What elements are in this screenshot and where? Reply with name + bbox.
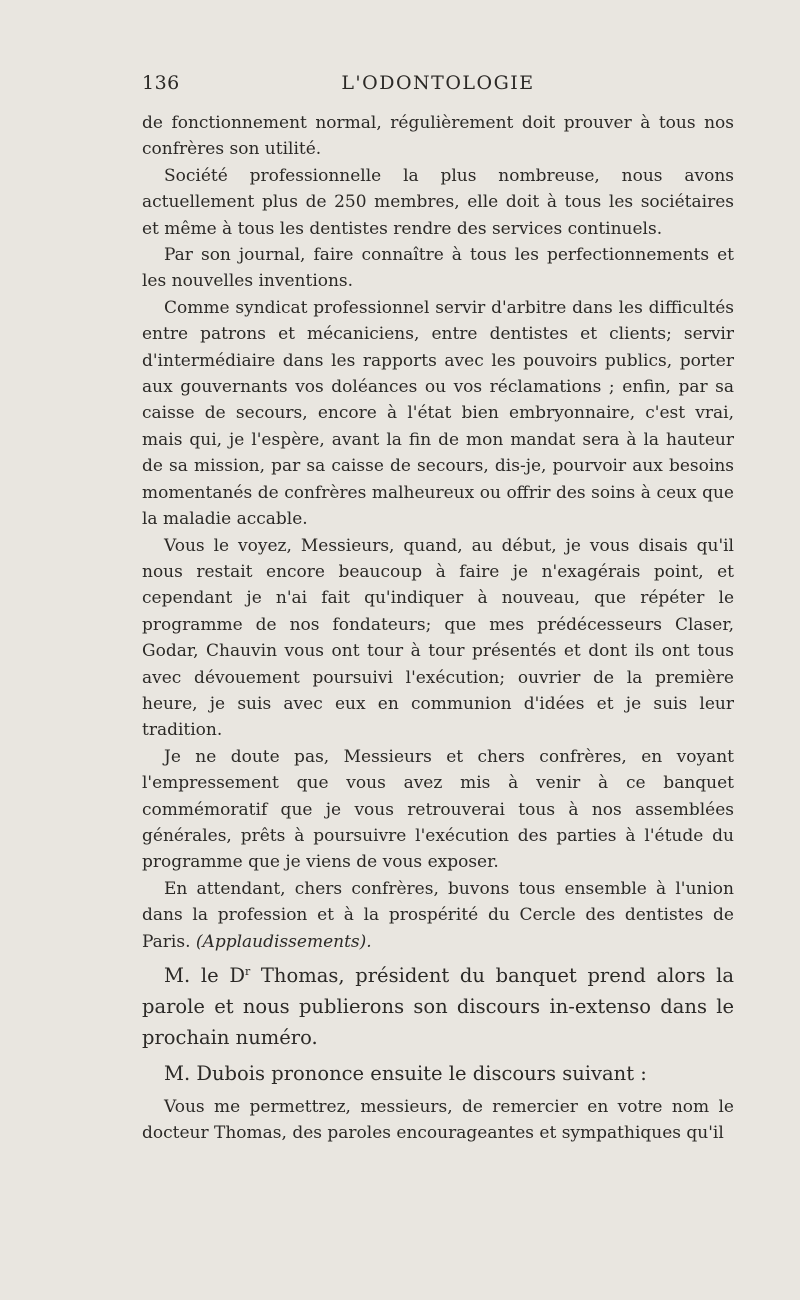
- paragraph-8: [142, 960, 734, 1053]
- paragraph-6: Je ne doute pas, Messieurs et chers confrères, en voyant l'empressement que vous avez mis à venir à ce banquet commémoratif que je vous retrouverai tous à nos assemblées générales, prêts à poursuivre l'exécution des parties à l'étude du programme que je viens de vous exposer.: [142, 746, 734, 873]
- body-text: [142, 110, 734, 1147]
- journal-title: L'ODONTOLOGIE: [341, 72, 535, 94]
- paragraph-9: M. Dubois prononce ensuite le discours suivant :: [164, 1062, 647, 1085]
- paragraph-10: Vous me permettrez, messieurs, de remercier en votre nom le docteur Thomas, des paroles encourageantes et sympathiques qu'il: [142, 1097, 734, 1144]
- toast-text: En attendant, chers confrères, buvons tous ensemble à l'union dans la profession et à la prospérité du Cercle des dentistes de Paris.: [142, 878, 734, 952]
- paragraph-3: Par son journal, faire connaître à tous les perfectionnements et les nouvelles inventions.: [142, 245, 734, 292]
- paragraph-4: Comme syndicat professionnel servir d'arbitre dans les difficultés entre patrons et mécaniciens, entre dentistes et clients; servir d'intermédiaire dans les rapports avec les pouvoirs publics, porter aux gouvernants vos doléances ou vos réclamations ; enfin, par sa caisse de secours, encore à l'état bien embryonnaire, c'est vrai, mais qui, je l'espère, avant la fin de mon mandat sera à la hauteur de sa mission, par sa caisse de secours, dis-je, pourvoir aux besoins momentanés de confrères malheureux ou offrir des soins à ceux que la maladie accable.: [142, 297, 734, 530]
- doctor-superscript: r: [244, 965, 251, 978]
- page-number: 136: [142, 72, 180, 94]
- paragraph-1: de fonctionnement normal, régulièrement doit prouver à tous nos confrères son utilité.: [142, 113, 734, 160]
- applause-note: (Applaudissements).: [195, 931, 372, 952]
- speaker-note: Thomas, président du banquet prend alors la parole et nous publierons son discours in-extenso dans le prochain numéro.: [142, 964, 735, 1049]
- paragraph-7: [142, 876, 734, 955]
- running-head: [142, 72, 734, 100]
- paragraph-5: Vous le voyez, Messieurs, quand, au début, je vous disais qu'il nous restait encore beaucoup à faire je n'exagérais point, et cependant je n'ai fait qu'indiquer à nouveau, que répéter le programme de nos fondateurs; que mes prédécesseurs Claser, Godar, Chauvin vous ont tour à tour présentés et dont ils ont tous avec dévouement poursuivi l'exécution; ouvrier de la première heure, je suis avec eux en communion d'idées et je suis leur tradition.: [142, 535, 734, 741]
- paragraph-2: Société professionnelle la plus nombreuse, nous avons actuellement plus de 250 membres, elle doit à tous les sociétaires et même à tous les dentistes rendre des services continuels.: [142, 165, 734, 239]
- speaker-prefix: M. le D: [164, 964, 245, 987]
